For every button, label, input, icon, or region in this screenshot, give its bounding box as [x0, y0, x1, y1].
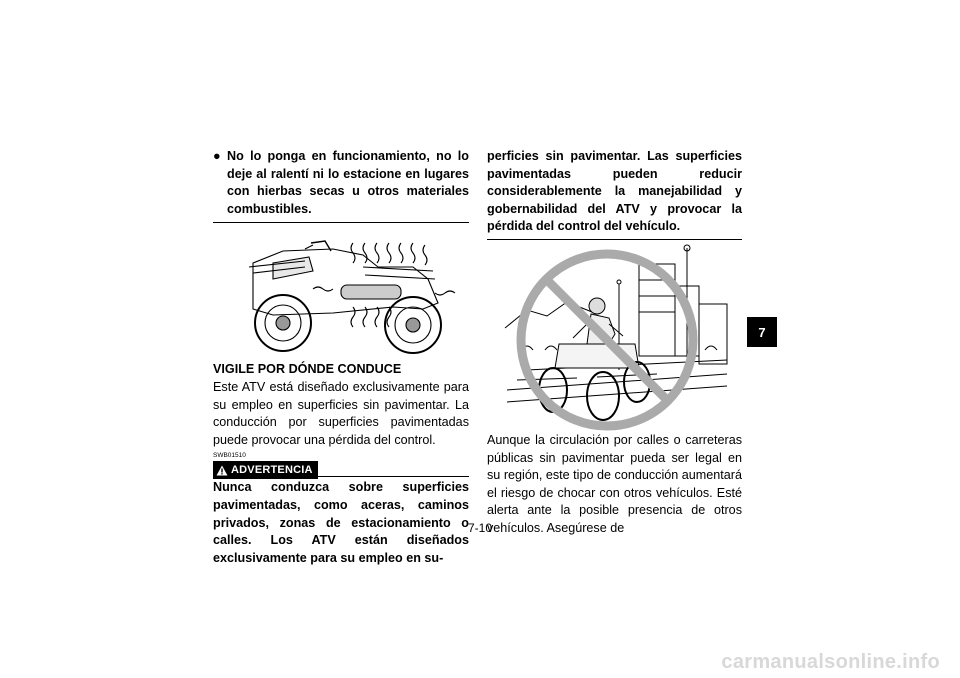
- warning-text-start: Nunca conduzca sobre superficies pavimentadas, como aceras, caminos privados, zonas de estacionamiento o calles. Los ATV están diseñados exclusivamente para su empleo en su-: [213, 480, 469, 565]
- chapter-tab: 7: [747, 317, 777, 347]
- right-body: Aunque la circulación por calles o carreteras públicas sin pavimentar pueda ser legal en su región, este tipo de conducción aumentará el riesgo de chocar con otros vehículos. Esté alerta ante la posible presencia de otros vehículos. Asegúrese de: [487, 432, 742, 535]
- atv-exhaust-heat-illustration: [213, 223, 469, 361]
- fire-hazard-text: No lo ponga en funcionamiento, no lo deje al ralentí ni lo estacione en lugares con hierbas secas u otros materiales combustibles.: [227, 149, 469, 216]
- right-column: [487, 148, 742, 538]
- warning-text-end: perficies sin pavimentar. Las superficies pavimentadas pueden reducir considerablemente la manejabilidad y gobernabilidad del ATV y provocar la pérdida del control del vehículo.: [487, 149, 742, 234]
- warning-code: SWB01510: [213, 452, 246, 460]
- bullet-dot-icon: ●: [213, 149, 221, 163]
- warning-header: [213, 461, 469, 479]
- warning-rule: [318, 476, 469, 477]
- watermark[interactable]: carmanualsonline.info: [721, 651, 940, 673]
- fire-hazard-bullet: [213, 148, 469, 218]
- page-number: 7-10: [467, 521, 493, 535]
- section-heading: VIGILE POR DÓNDE CONDUCE: [213, 362, 402, 377]
- warning-label: ADVERTENCIA: [231, 463, 313, 476]
- section-body: Este ATV está diseñado exclusivamente para su empleo en superficies sin pavimentar. La conducción por superficies pavimentadas puede provocar una pérdida del control.: [213, 379, 469, 447]
- no-paved-road-illustration: [487, 240, 742, 432]
- left-column: [213, 148, 469, 567]
- warning-badge: [213, 461, 318, 479]
- warning-triangle-icon: [216, 465, 228, 476]
